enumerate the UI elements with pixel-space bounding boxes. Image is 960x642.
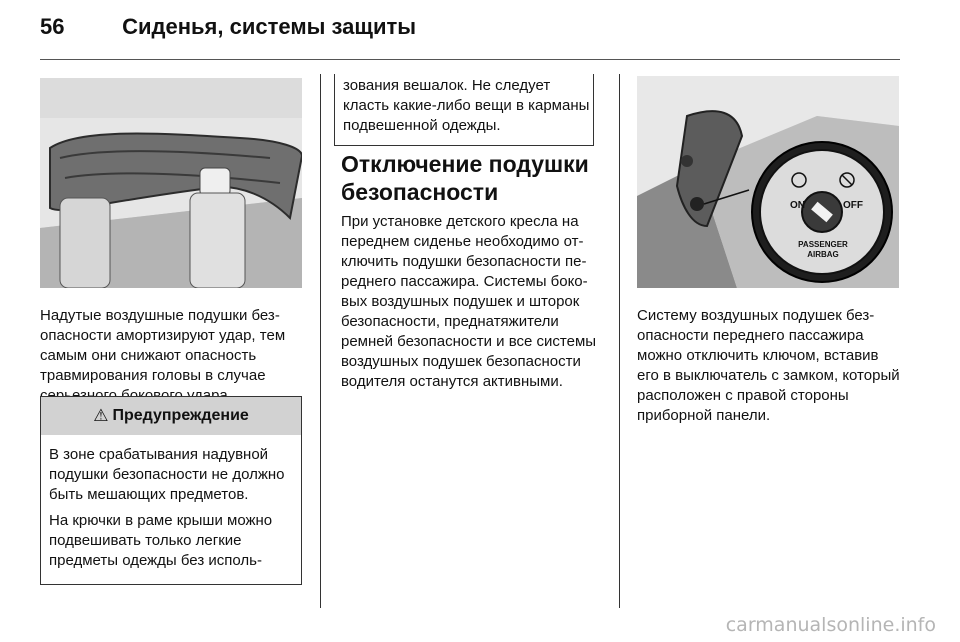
- footer-watermark: carmanualsonline.info: [725, 614, 936, 636]
- switch-drawing: [637, 76, 899, 288]
- warning-header: [41, 396, 301, 435]
- left-caption-text: Надутые воздушные подушки безопасности амортизируют удар, тем самым они снижают опасность травмирования головы в случае: [40, 307, 286, 384]
- header-divider: [40, 59, 900, 60]
- warning-box: [40, 396, 302, 585]
- curtain-airbag-illustration: [40, 78, 302, 288]
- left-caption: [40, 306, 306, 406]
- airbag-switch-illustration: [637, 76, 899, 288]
- warning-triangle-icon: ⚠: [93, 406, 109, 425]
- column-divider-left: [320, 74, 321, 608]
- right-caption-text: Систему воздушных подушек безопасности переднего пассажира можно отключить ключом, вставив его в выключатель с замком, который расположен с правой стороны приборной панели.: [637, 307, 900, 424]
- right-caption: [637, 306, 903, 426]
- warning-title: Предупреждение: [112, 407, 249, 424]
- switch-label-on: ON: [790, 200, 805, 211]
- warning-body: [41, 435, 301, 571]
- page-header: [40, 14, 416, 40]
- switch-label-passenger: PASSENGER: [798, 240, 848, 249]
- warning-paragraph-2: На крючки в раме крыши можно подвешивать только легкие предметы одежды без исполь-: [49, 512, 273, 569]
- warning-continuation-text: зования вешалок. Не следует класть какие-либо вещи в карманы подвешенной одежды.: [343, 77, 590, 134]
- column-divider-right: [619, 74, 620, 608]
- page-number: 56: [40, 14, 65, 39]
- switch-label-airbag: AIRBAG: [807, 250, 839, 259]
- warning-continuation-box: [334, 74, 594, 146]
- warning-paragraph-1: В зоне срабатывания надувной подушки безопасности не должно быть мешающих предметов.: [49, 446, 285, 503]
- airbag-drawing: [40, 78, 302, 288]
- switch-label-off: OFF: [843, 200, 863, 211]
- section-title: Отключение подушки безопасности: [341, 151, 589, 205]
- middle-body: [341, 212, 603, 392]
- middle-body-text: При установке детского кресла на переднем сиденье необходимо отключить подушки безопасности переднего пассажира. Системы боковых воздушных подушек и шторок безопасности, преднатяжители ремней безопасности и все системы воздушных подушек безопасности водителя останутся активными.: [341, 213, 597, 390]
- page-title: Сиденья, системы защиты: [122, 14, 417, 39]
